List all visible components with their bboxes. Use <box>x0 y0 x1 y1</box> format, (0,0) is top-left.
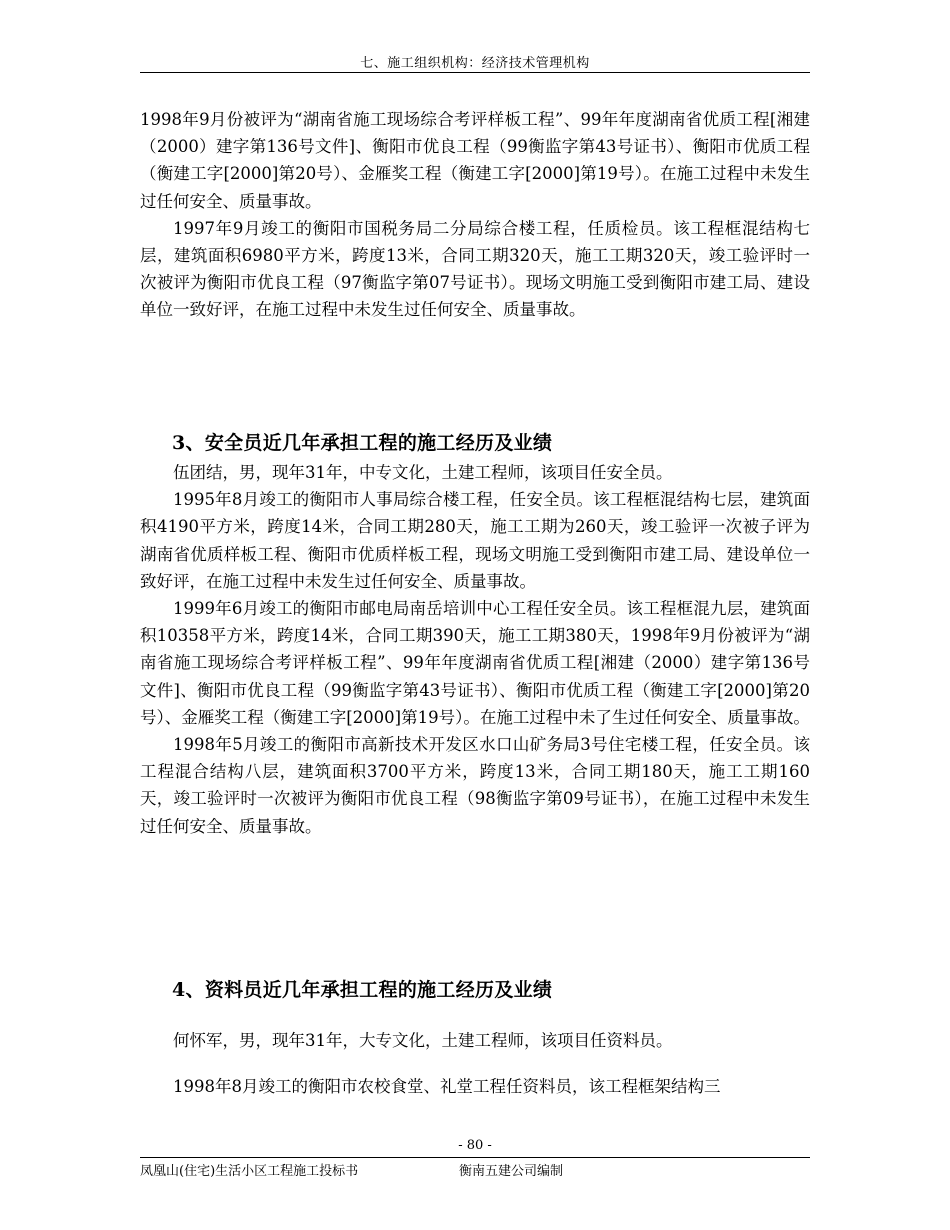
paragraph: 何怀军，男，现年31年，大专文化，土建工程师，该项目任资料员。 <box>173 1031 673 1050</box>
block1-text <box>140 106 810 324</box>
paragraph: 1999年6月竣工的衡阳市邮电局南岳培训中心工程任安全员。该工程框混九层，建筑面积10358平方米，跨度14米，合同工期390天，施工工期380天，1998年9月份被评为“湖南省施工现场综合考评样板工程”、99年年度湖南省优质工程[湘建（2000）建字第136号文件]、衡阳市优良工程（99衡监字第43号证书）、衡阳市优质工程（衡建工字[2000]第20号）、金雁奖工程（衡建工字[2000]第19号）。在施工过程中未了生过任何安全、质量事故。 <box>140 599 810 727</box>
paragraph: 1995年8月竣工的衡阳市人事局综合楼工程，任安全员。该工程框混结构七层，建筑面积4190平方米，跨度14米，合同工期280天，施工工期为260天，竣工验评一次被子评为湖南省优质样板工程、衡阳市优质样板工程，现场文明施工受到衡阳市建工局、建设单位一致好评，在施工过程中未发生过任何安全、质量事故。 <box>140 490 810 591</box>
paragraph: 1998年5月竣工的衡阳市高新技术开发区水口山矿务局3号住宅楼工程，任安全员。该工程混合结构八层，建筑面积3700平方米，跨度13米，合同工期180天，施工工期160天，竣工验评时一次被评为衡阳市优良工程（98衡监字第09号证书），在施工过程中未发生过任何安全、质量事故。 <box>140 735 810 836</box>
paragraph: 1997年9月竣工的衡阳市国税务局二分局综合楼工程，任质检员。该工程框混结构七层，建筑面积6980平方米，跨度13米，合同工期320天，施工工期320天，竣工验评时一次被评为衡阳市优良工程（97衡监字第07号证书）。现场文明施工受到衡阳市建工局、建设单位一致好评，在施工过程中未发生过任何安全、质量事故。 <box>140 218 810 320</box>
section4-para-1 <box>140 1027 810 1054</box>
section4-heading: 4、资料员近几年承担工程的施工经历及业绩 <box>172 979 553 1001</box>
paragraph: 伍团结，男，现年31年，中专文化，土建工程师，该项目任安全员。 <box>173 463 673 482</box>
footer-company: 衡南五建公司编制 <box>459 1164 564 1179</box>
page-number: - 80 - <box>458 1138 492 1153</box>
paragraph: 1998年9月份被评为“湖南省施工现场综合考评样板工程”、99年年度湖南省优质工程[湘建（2000）建字第136号文件]、衡阳市优良工程（99衡监字第43号证书）、衡阳市优质工程（衡建工字[2000]第20号）、金雁奖工程（衡建工字[2000]第19号）。在施工过程中未发生过任何安全、质量事故。 <box>140 110 810 211</box>
section4-para-2 <box>140 1073 810 1100</box>
footer-rule <box>140 1157 810 1158</box>
paragraph: 1998年8月竣工的衡阳市农校食堂、礼堂工程任资料员，该工程框架结构三 <box>173 1077 721 1096</box>
page-header-title: 七、施工组织机构：经济技术管理机构 <box>360 56 590 71</box>
section3-text <box>140 459 810 840</box>
header-rule <box>140 72 810 73</box>
section3-heading: 3、安全员近几年承担工程的施工经历及业绩 <box>172 432 553 454</box>
footer-document-title: 凤凰山(住宅)生活小区工程施工投标书 <box>140 1164 359 1179</box>
